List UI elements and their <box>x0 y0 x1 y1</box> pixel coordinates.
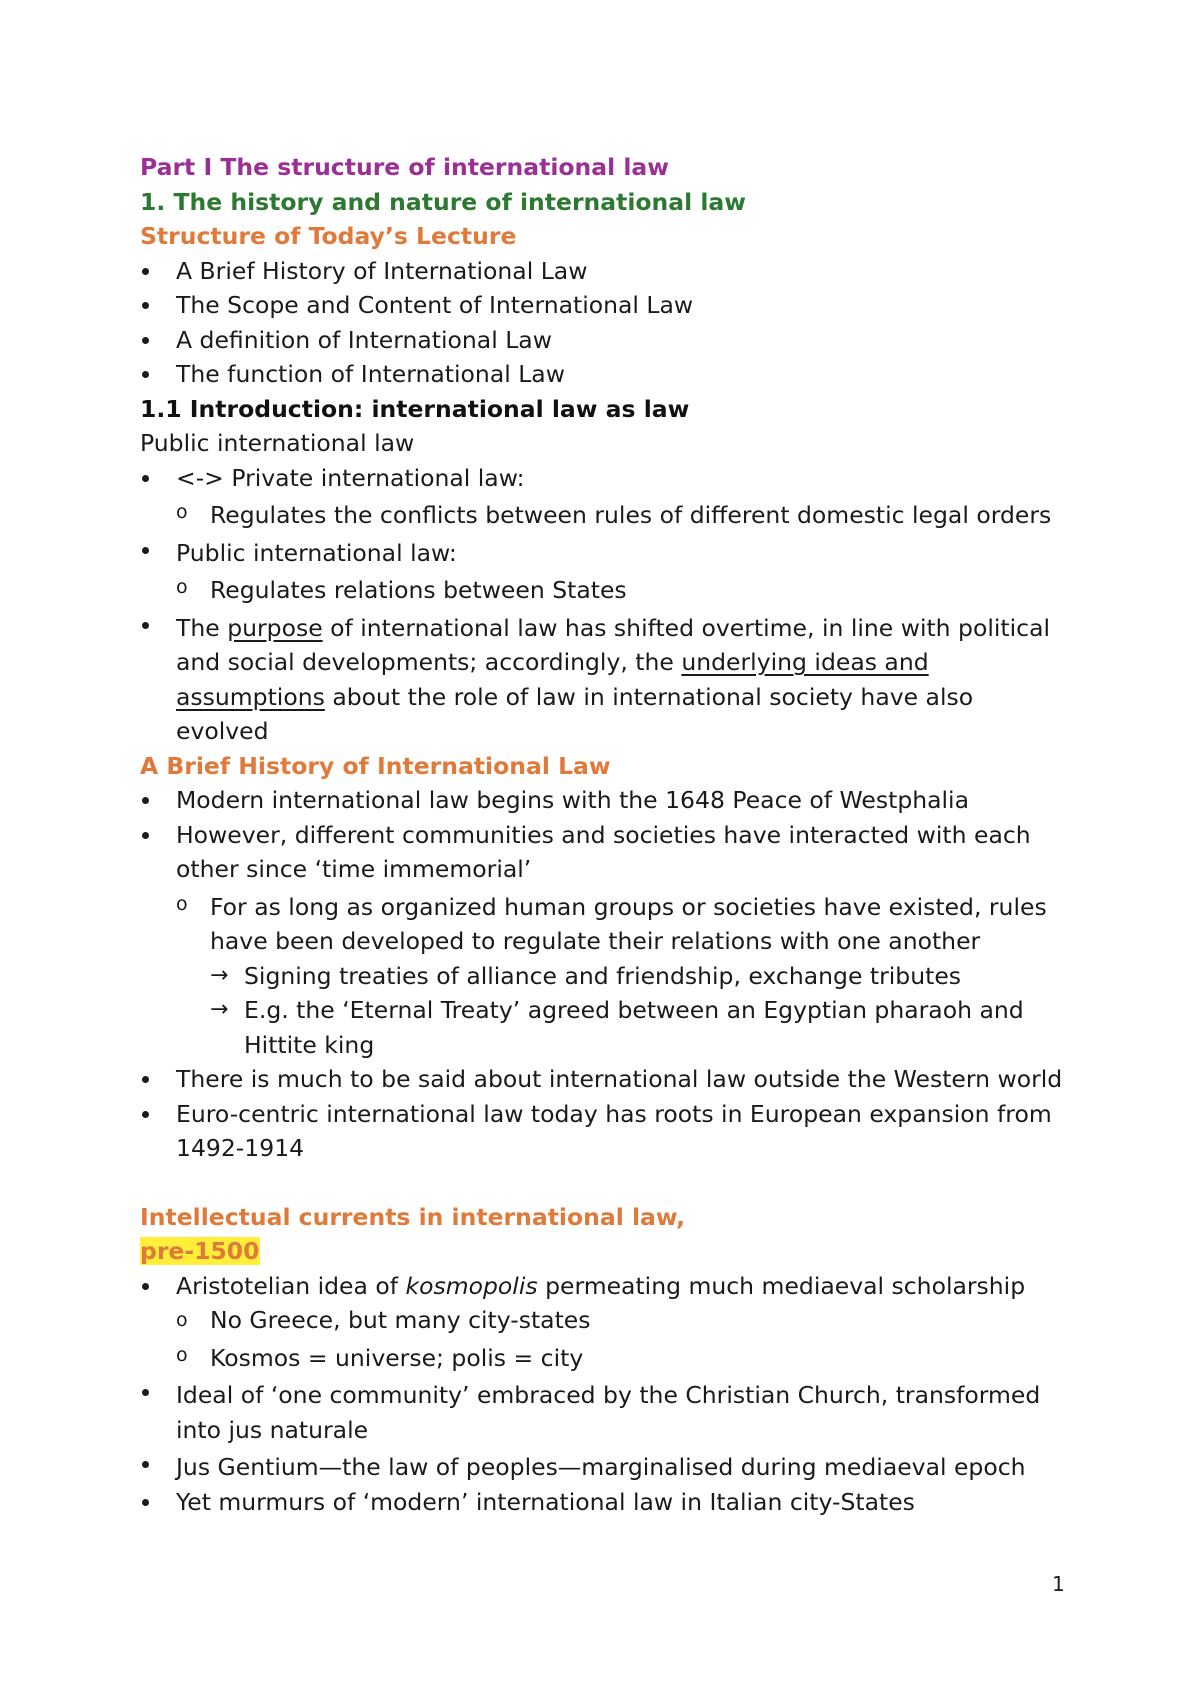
list-item: A definition of International Law <box>140 323 1070 358</box>
sub-list-item: o For as long as organized human groups or societies have existed, rules have been developed to regulate their relations with one another <box>140 887 1070 959</box>
list-item: <-> Private international law: <box>140 461 1070 496</box>
period-highlight: pre-1500 <box>140 1237 260 1265</box>
list-item: A Brief History of International Law <box>140 254 1070 289</box>
arrow-list-item: → Signing treaties of alliance and friendship, exchange tributes <box>140 959 1070 994</box>
intro-list <box>140 461 1070 749</box>
purpose-underlined: purpose <box>227 613 323 642</box>
structure-list <box>140 254 1070 392</box>
spacer <box>140 1166 1070 1200</box>
part-heading: Part I The structure of international law <box>140 153 669 181</box>
list-item: There is much to be said about international law outside the Western world <box>140 1062 1070 1097</box>
document-page <box>140 150 1070 1519</box>
arrow-list-item: → E.g. the ‘Eternal Treaty’ agreed between an Egyptian pharaoh and Hittite king <box>140 993 1070 1062</box>
list-item: However, different communities and societies have interacted with each other since ‘time immemorial’ <box>140 818 1070 887</box>
list-item-kosmopolis <box>140 1269 1070 1304</box>
purpose-text-mid: of international law has shifted overtime, in line with political and social developments; accordingly, the <box>176 613 1050 676</box>
list-item: Ideal of ‘one community’ embraced by the Christian Church, transformed into jus naturale <box>140 1375 1070 1447</box>
ideas-underlined: underlying ideas and assumptions <box>176 648 929 711</box>
sub-list-item: o Regulates relations between States <box>140 570 1070 608</box>
sub-list-item: o Kosmos = universe; polis = city <box>140 1338 1070 1376</box>
page-number: 1 <box>1052 1572 1065 1596</box>
kosmopolis-italic: kosmopolis <box>405 1271 538 1300</box>
intro-heading: 1.1 Introduction: international law as law <box>140 394 690 423</box>
list-item: Euro-centric international law today has roots in European expansion from 1492-1914 <box>140 1097 1070 1166</box>
kosmopolis-post: permeating much mediaeval scholarship <box>537 1271 1026 1300</box>
list-item: Jus Gentium—the law of peoples—marginalised during mediaeval epoch <box>140 1447 1070 1485</box>
list-item: Public international law: <box>140 533 1070 571</box>
intro-subtitle: Public international law <box>140 429 415 457</box>
purpose-text-pre: The <box>176 613 228 642</box>
list-item: The Scope and Content of International Law <box>140 288 1070 323</box>
list-item: The function of International Law <box>140 357 1070 392</box>
history-heading: A Brief History of International Law <box>140 751 611 780</box>
chapter-heading: 1. The history and nature of international law <box>140 187 746 216</box>
list-item: Modern international law begins with the 1648 Peace of Westphalia <box>140 783 1070 818</box>
purpose-text-post: about the role of law in international society have also evolved <box>176 682 974 745</box>
list-item-purpose <box>140 608 1070 749</box>
sub-list-item: o Regulates the conflicts between rules of different domestic legal orders <box>140 495 1070 533</box>
sub-list-item: o No Greece, but many city-states <box>140 1303 1070 1338</box>
list-item: Yet murmurs of ‘modern’ international law in Italian city-States <box>140 1485 1070 1520</box>
intellectual-heading: Intellectual currents in international law, <box>140 1202 685 1231</box>
intellectual-period-heading <box>140 1234 1070 1269</box>
structure-heading: Structure of Today’s Lecture <box>140 222 517 250</box>
intellectual-list <box>140 1269 1070 1520</box>
history-list <box>140 783 1070 1166</box>
kosmopolis-pre: Aristotelian idea of <box>176 1271 406 1300</box>
